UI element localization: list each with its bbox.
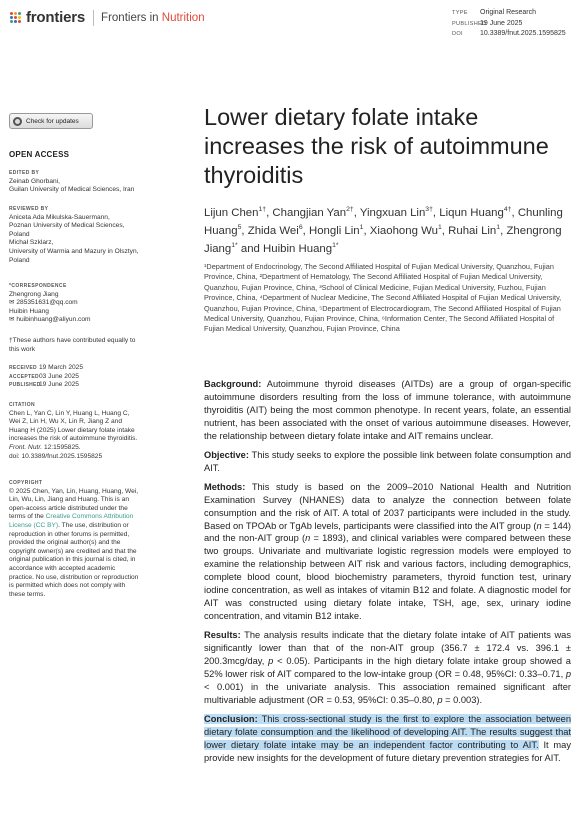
citation-journal: Front. Nutr.: [9, 443, 43, 451]
check-for-updates-button[interactable]: [9, 113, 93, 129]
conclusion-text: This cross-sectional study is the first to explore the association between dietary folate consumption and the likelihood of developing AIT. The results suggest that lower dietary folate intake may be an independent factor contributing to AIT.: [204, 713, 571, 750]
reviewer-line: Poznan University of Medical Sciences,: [9, 222, 125, 230]
article-meta: [452, 8, 566, 40]
background-label: Background:: [204, 379, 262, 389]
journal-prefix: Frontiers in: [101, 11, 159, 24]
citation-line: Huang H (2025) Lower dietary folate intake: [9, 426, 135, 434]
copyright-section: [9, 479, 169, 599]
results-text: = 0.003).: [442, 694, 483, 705]
citation-line: Chen L, Yan C, Lin Y, Huang L, Huang C,: [9, 409, 130, 417]
abstract: [204, 378, 571, 771]
methods-text: This study is based on the 2009–2010 National Health and Nutrition Examination Survey (NHANES) data to analyze the connection between folate consumption and the risk of AIT. A total of 2037 participants were included in the study. Based on TPOAb or TgAb levels, participants were classified into the AIT group (: [204, 481, 571, 531]
journal-name[interactable]: [101, 12, 205, 24]
stat-symbol: p: [565, 669, 571, 680]
author-name[interactable]: Yingxuan Lin: [359, 207, 426, 219]
copyright-line: . The use, distribution or: [58, 521, 129, 529]
results-text: < 0.05). Participants in the high dietary folate intake group showed a 52% lower risk of AIT compared to the low-intake group (OR = 0.48, 95%CI: 0.33–0.71,: [204, 656, 571, 680]
text-selection-highlight[interactable]: [204, 714, 571, 750]
header-divider: [93, 10, 94, 26]
doi-value[interactable]: 10.3389/fnut.2025.1595825: [480, 30, 566, 37]
author-name[interactable]: Liqun Huang: [439, 207, 504, 219]
author-name[interactable]: Ruhai Lin: [448, 225, 497, 237]
correspondent-email[interactable]: ✉ huibinhuang@aliyun.com: [9, 316, 91, 324]
abstract-conclusion: [204, 713, 571, 765]
author-affiliation-marker: 5: [237, 224, 242, 232]
doi-label: DOI: [452, 31, 463, 37]
author-name[interactable]: Chunling Huang: [204, 207, 563, 237]
cc-license-link[interactable]: Creative Commons Attribution: [45, 513, 134, 521]
brand-name: frontiers: [26, 9, 86, 26]
author-name[interactable]: Zhengrong Jiang: [204, 225, 562, 255]
author-affiliation-marker: 1*: [231, 242, 238, 250]
methods-label: Methods:: [204, 481, 246, 492]
published-value: 19 June 2025: [480, 19, 523, 27]
author-name[interactable]: Xiaohong Wu: [369, 225, 438, 237]
stat-symbol: n: [536, 520, 542, 531]
author-name[interactable]: Changjian Yan: [272, 207, 347, 219]
copyright-line: Lin, Wu, Lin, Jiang and Huang. This is an: [9, 496, 129, 504]
abstract-background: [204, 378, 571, 443]
objective-label: Objective:: [204, 449, 249, 460]
update-icon: [13, 117, 22, 126]
abstract-results: [204, 629, 571, 707]
correspondent-name: Zhengrong Jiang: [9, 290, 59, 298]
reviewer-line: Aniceta Ada Mikulska-Sauermann,: [9, 213, 110, 221]
reviewer-line: Poland: [9, 256, 30, 264]
type-label: TYPE: [452, 10, 468, 16]
abstract-objective: [204, 449, 571, 475]
stat-symbol: p: [437, 694, 443, 705]
reviewed-by-section: [9, 205, 169, 265]
author-affiliation-marker: 1†: [258, 206, 267, 214]
dates-section: [9, 364, 169, 390]
author-affiliation-marker: 1*: [332, 242, 339, 250]
copyright-line: original publication in this journal is cited, in: [9, 556, 136, 564]
background-text: Autoimmune thyroid diseases (AITDs) are a group of organ-specific autoimmune disorders resulting from the loss of immune tolerance, with autoimmune thyroiditis (AIT) being the most common phenotype. In recent years, folate, an essential nutrient, has been associated with the onset of various autoimmune diseases. However, the relationship between dietary folate intake and AIT remains unclear.: [204, 379, 571, 441]
methods-text: = 1893), and clinical variables were compared between these two groups. Univariate and multivariate logistic regression models were employed to examine the relationship between AIT risk and various factors, including demographics, complete blood count, blood biochemistry parameters, thyroid function test, urinary iodine concentration, as well as intakes of vitamin B12 and folate. A diagnostic model for AIT was constructed using dietary folate intake, TSH, age, sex, urinary iodine concentration, and vitamin B12 intake.: [204, 533, 571, 622]
stat-symbol: n: [305, 533, 311, 544]
reviewer-line: University of Warmia and Mazury in Olsztyn,: [9, 247, 139, 255]
correspondent-email[interactable]: ✉ 285351631@qq.com: [9, 299, 78, 307]
frontiers-logo-icon: [10, 12, 22, 24]
citation-volume: 12:1595825.: [42, 443, 81, 451]
check-updates-label: Check for updates: [26, 117, 79, 125]
accepted-date: 03 June 2025: [39, 372, 79, 380]
citation-section: [9, 401, 169, 461]
open-access-label: OPEN ACCESS: [9, 150, 70, 159]
methods-text: = 144) and the non-AIT group (: [204, 520, 572, 544]
cc-license-link[interactable]: License (CC BY): [9, 521, 59, 529]
citation-label: CITATION: [9, 402, 36, 408]
copyright-line: copyright owner(s) are credited and that the: [9, 547, 137, 555]
stat-symbol: p: [268, 656, 274, 667]
author-affiliation-marker: 1: [437, 224, 442, 232]
edited-by-label: EDITED BY: [9, 170, 40, 176]
copyright-line: provided the original author(s) and the: [9, 539, 121, 547]
author-affiliation-marker: 3†: [425, 206, 433, 214]
conclusion-text: It may provide new insights for the development of future dietary prevention strategies for AIT.: [204, 739, 571, 763]
citation-line: Wei Z, Lin H, Wu X, Lin R, Jiang Z and: [9, 418, 122, 426]
type-value: Original Research: [480, 9, 537, 16]
published-date: 19 June 2025: [39, 381, 79, 389]
author-affiliation-marker: 1: [359, 224, 364, 232]
objective-text: This study seeks to explore the possible link between folate consumption and AIT.: [204, 449, 571, 473]
article-title: Lower dietary folate intake increases the risk of autoimmune thyroiditis: [204, 104, 549, 188]
citation-line: increases the risk of autoimmune thyroiditis.: [9, 435, 138, 443]
citation-doi[interactable]: doi: 10.3389/fnut.2025.1595825: [9, 452, 103, 460]
affiliations: ¹Department of Endocrinology, The Second Affiliated Hospital of Fujian Medical University, Quanzhou, Fujian Province, China, ²Department of Hematology, The Second Affiliated Hospital of Fujian Medical University, Quanzhou, Fujian Province, China, ³School of Clinical Medicine, Fujian Medical University, Fuzhou, Fujian Province, China, ⁴Department of Nuclear Medicine, The Second Affiliated Hospital of Fujian Medical University, Quanzhou, Fujian Province, China, ⁵Department of Electrocardiogram, The Second Affiliated Hospital of Fujian Medical University, Quanzhou, Fujian Province, China, ⁶Information Center, The Second Affiliated Hospital of Fujian Medical University, Quanzhou, Fujian Province, China: [204, 262, 562, 334]
editor-line: Zeinab Ghorbani,: [9, 177, 60, 185]
copyright-line: practice. No use, distribution or reproduction: [9, 573, 139, 581]
editor-line: Guilan University of Medical Sciences, Iran: [9, 186, 135, 194]
journal-field: Nutrition: [161, 11, 205, 24]
author-list: Lijun Chen$^{1\dagger}$, Changjian Yan$^{2\dagger}$, Yingxuan Lin$^{3\dagger}$, Liqun Huang$^{4\dagger}$, Chunling Huang$^5$, Zhida Wei$^6$, Hongli Lin$^1$, Xiaohong Wu$^1$, Ruhai Lin$^1$, Zhengrong Jiang$^{1*}$ and Huibin Huang$^{1*}$: [204, 206, 563, 255]
equal-contribution-note: [9, 337, 169, 354]
copyright-line: reproduction in other forums is permitted,: [9, 530, 130, 538]
results-label: Results:: [204, 630, 241, 641]
author-name[interactable]: Zhida Wei: [247, 225, 299, 237]
accepted-label: ACCEPTED: [9, 373, 39, 380]
author-affiliation-marker: 6: [298, 224, 303, 232]
author-affiliation-marker: 4†: [503, 206, 512, 214]
results-text: The analysis results indicate that the dietary folate intake of AIT patients was significantly lower than that of the non-AIT group (356.7 ± 172.4 vs. 396.1 ± 200.3mcg/day,: [204, 630, 572, 667]
author-name[interactable]: Huibin Huang: [263, 243, 333, 255]
copyright-line: © 2025 Chen, Yan, Lin, Huang, Huang, Wei,: [9, 487, 139, 495]
copyright-line: these terms.: [9, 590, 46, 598]
abstract-methods: [204, 481, 571, 623]
received-label: RECEIVED: [9, 365, 37, 371]
reviewer-line: Poland: [9, 230, 30, 238]
author-name[interactable]: Hongli Lin: [308, 225, 360, 237]
results-text: < 0.001) in the univariate analysis. This association remained significant after multivariable adjustment (OR = 0.53, 95%CI: 0.35–0.80,: [204, 681, 571, 705]
correspondent-name: Huibin Huang: [9, 307, 49, 315]
author-name[interactable]: Lijun Chen: [204, 207, 259, 219]
author-affiliation-marker: 1: [496, 224, 501, 232]
published-label: PUBLISHED: [9, 382, 41, 389]
reviewed-by-label: REVIEWED BY: [9, 206, 49, 212]
published-label: PUBLISHED: [452, 20, 487, 27]
correspondence-label: *CORRESPONDENCE: [9, 283, 67, 289]
footnote-line: †These authors have contributed equally to: [9, 337, 136, 344]
copyright-line: accordance with accepted academic: [9, 564, 116, 572]
correspondence-section: [9, 282, 169, 325]
copyright-line: terms of the: [9, 513, 46, 521]
received-date: 19 March 2025: [39, 364, 83, 371]
edited-by-section: [9, 169, 169, 195]
copyright-line: open-access article distributed under the: [9, 504, 128, 512]
copyright-label: COPYRIGHT: [9, 480, 43, 486]
reviewer-line: Michał Szklarz,: [9, 239, 54, 247]
author-affiliation-marker: 2†: [346, 206, 354, 214]
footnote-line: this work: [9, 345, 36, 353]
copyright-line: is permitted which does not comply with: [9, 582, 126, 590]
frontiers-logo[interactable]: [10, 9, 205, 26]
conclusion-label: Conclusion:: [204, 713, 258, 724]
